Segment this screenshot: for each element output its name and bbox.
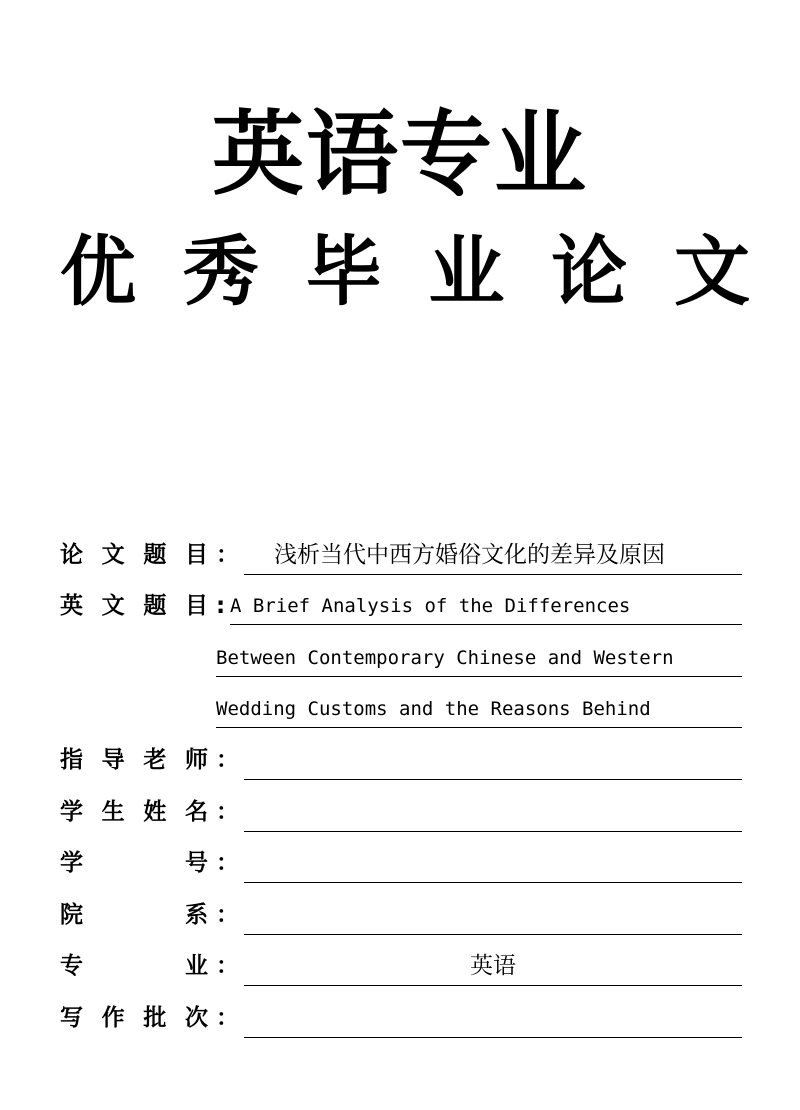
label-colon: ： [216, 747, 239, 773]
label-char: 老 [143, 747, 167, 773]
label-char: 作 [101, 1005, 125, 1031]
label-colon: ： [216, 953, 239, 979]
label-char: 英 [60, 593, 83, 619]
english-title-line-1[interactable]: A Brief Analysis of the Differences [230, 587, 742, 625]
advisor-label [60, 740, 208, 780]
label-char: 院 [60, 902, 83, 928]
cover-title-char: 毕 [305, 227, 382, 316]
label-char: 文 [101, 593, 125, 619]
label-char: 专 [60, 953, 83, 979]
department-field[interactable] [244, 895, 742, 935]
label-char: 题 [143, 593, 167, 619]
label-char: 业 [185, 953, 208, 979]
department-label [60, 895, 208, 935]
label-colon: : [216, 593, 226, 619]
label-char: 导 [101, 747, 125, 773]
student-id-row [0, 843, 800, 883]
english-title-label [60, 586, 208, 626]
label-colon: ： [216, 1005, 239, 1031]
label-char: 目 [184, 593, 208, 619]
label-colon: ： [216, 902, 239, 928]
label-colon: ： [216, 542, 239, 568]
label-char: 写 [60, 1005, 83, 1031]
label-char: 目 [184, 542, 208, 568]
label-char: 次 [184, 1005, 208, 1031]
label-char: 名 [184, 799, 208, 825]
label-char: 学 [60, 850, 83, 876]
major-field[interactable]: 英语 [244, 946, 742, 986]
label-char: 指 [60, 747, 83, 773]
cover-title-char: 秀 [182, 227, 259, 316]
label-char: 姓 [143, 799, 167, 825]
cover-title-char: 文 [673, 227, 750, 316]
label-char: 题 [143, 542, 167, 568]
english-title-line-2[interactable]: Between Contemporary Chinese and Western [216, 639, 742, 677]
english-title-line-3[interactable]: Wedding Customs and the Reasons Behind [216, 690, 742, 728]
student-id-field[interactable] [244, 843, 742, 883]
student-name-row [0, 792, 800, 832]
cover-title-line1: 英语专业 [211, 101, 588, 208]
cover-title-char: 业 [428, 227, 505, 316]
label-char: 师 [184, 747, 208, 773]
label-char: 批 [143, 1005, 167, 1031]
label-colon: ： [216, 799, 239, 825]
student-name-field[interactable] [244, 792, 742, 832]
label-colon: ： [216, 850, 239, 876]
major-row [0, 946, 800, 986]
department-row [0, 895, 800, 935]
advisor-field[interactable] [244, 740, 742, 780]
label-char: 论 [60, 542, 83, 568]
major-label [60, 946, 208, 986]
batch-row [0, 998, 800, 1038]
label-char: 生 [101, 799, 125, 825]
label-char: 文 [101, 542, 125, 568]
thesis-title-field[interactable]: 浅析当代中西方婚俗文化的差异及原因 [244, 535, 742, 575]
cover-title-line2 [60, 222, 750, 322]
label-char: 学 [60, 799, 83, 825]
advisor-row [0, 740, 800, 780]
label-char: 系 [185, 902, 208, 928]
batch-field[interactable] [244, 998, 742, 1038]
thesis-title-label [60, 535, 208, 575]
thesis-title-row [0, 535, 800, 575]
batch-label [60, 998, 208, 1038]
cover-title-char: 论 [551, 227, 628, 316]
student-id-label [60, 843, 208, 883]
cover-title-char: 优 [60, 227, 136, 316]
label-char: 号 [185, 850, 208, 876]
student-name-label [60, 792, 208, 832]
